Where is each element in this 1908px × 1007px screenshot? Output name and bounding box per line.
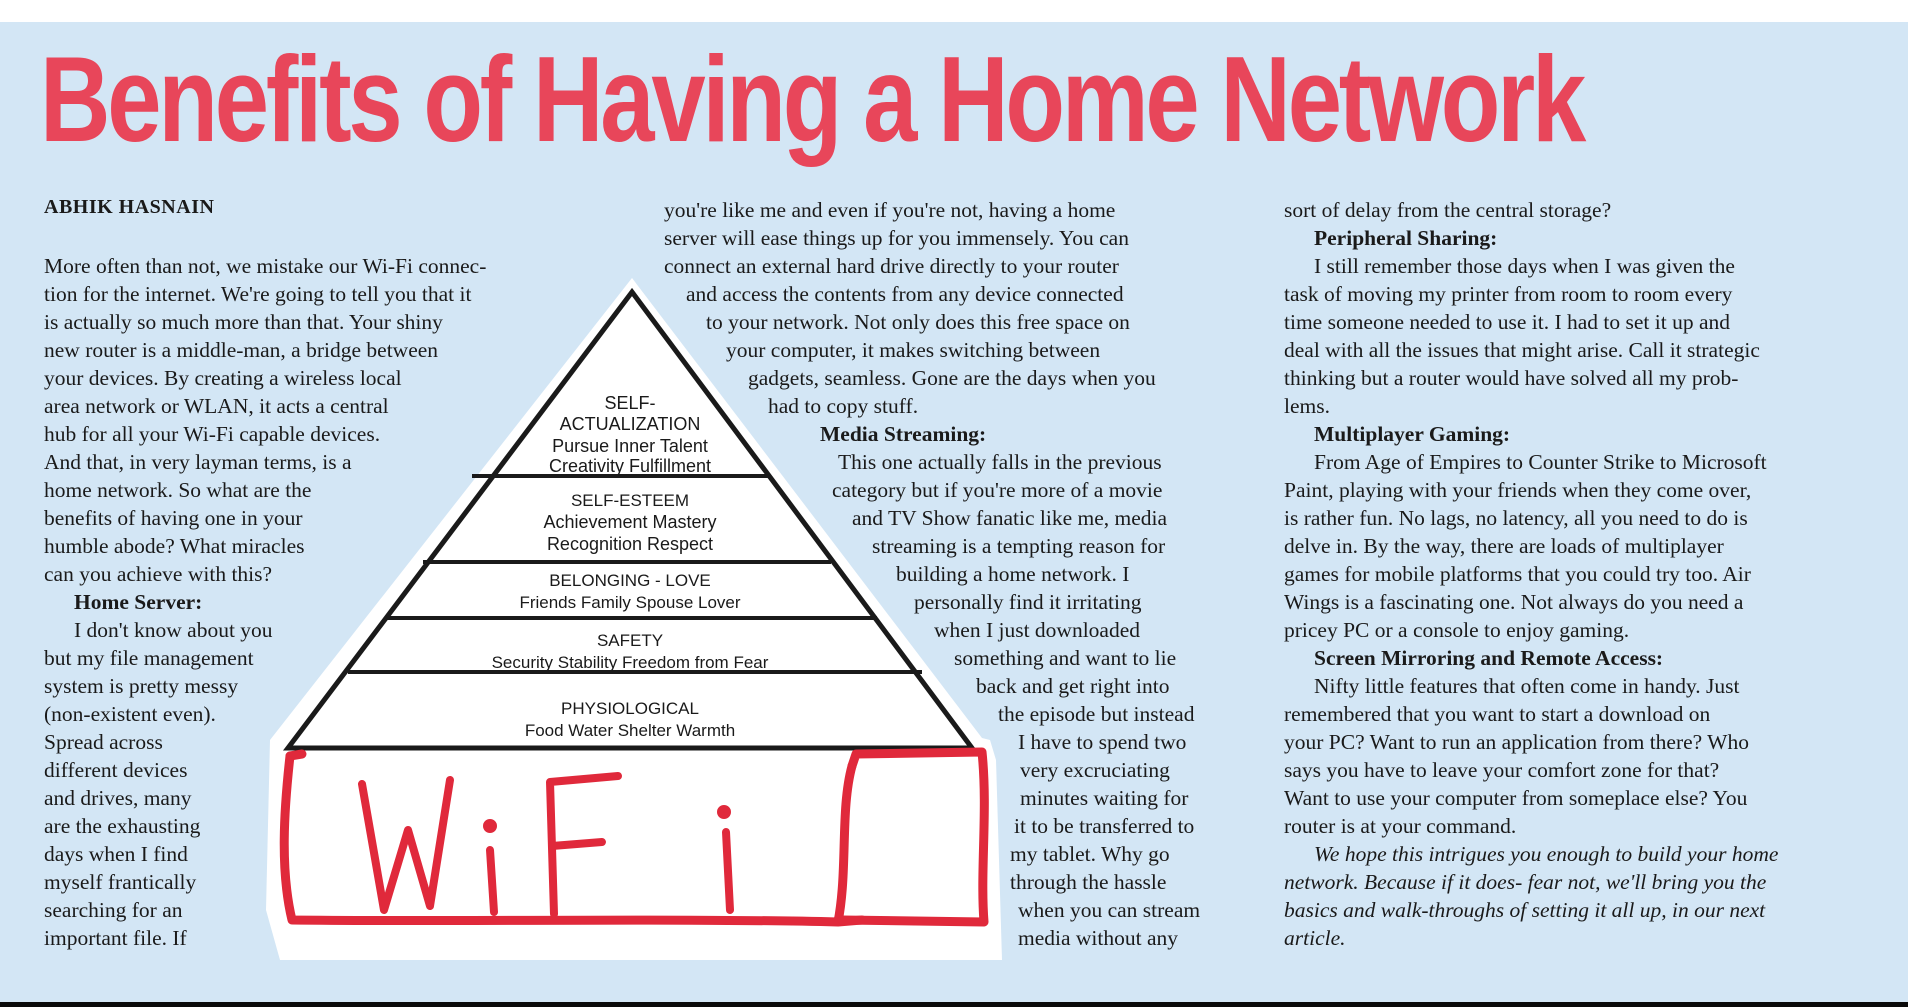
body-text-line: task of moving my printer from room to room every <box>1284 282 1733 306</box>
headline: Benefits of Having a Home Network <box>40 31 1584 167</box>
body-text-line: you're like me and even if you're not, having a home <box>664 198 1116 222</box>
tier-1-item-2: Creativity Fulfillment <box>548 456 712 476</box>
tier-2-title: SELF-ESTEEM <box>570 491 690 510</box>
body-text-line: benefits of having one in your <box>44 506 303 530</box>
body-text-line: personally find it irritating <box>914 590 1142 614</box>
body-text-line: is rather fun. No lags, no latency, all you need to do is <box>1284 506 1748 530</box>
tier-3-items: Friends Family Spouse Lover <box>519 593 741 612</box>
body-text-line: category but if you're more of a movie <box>832 478 1163 502</box>
body-text-line: and drives, many <box>44 786 192 810</box>
body-text-line: building a home network. I <box>896 562 1130 586</box>
body-text-line: can you achieve with this? <box>44 562 273 586</box>
tier-3-title: BELONGING - LOVE <box>549 571 711 590</box>
body-text-line: And that, in very layman terms, is a <box>44 450 352 474</box>
body-text-line: home network. So what are the <box>44 478 312 502</box>
body-text-line: new router is a middle-man, a bridge between <box>44 338 439 362</box>
tier-4-title: SAFETY <box>596 631 664 650</box>
body-text-line: Nifty little features that often come in handy. Just <box>1314 674 1740 698</box>
body-text-line: my tablet. Why go <box>1010 842 1170 866</box>
wifi-base-box-corner <box>290 754 302 756</box>
body-text-line: This one actually falls in the previous <box>838 450 1162 474</box>
body-text-line: says you have to leave your comfort zone for that? <box>1284 758 1720 782</box>
body-text-line: thinking but a router would have solved all my prob- <box>1284 366 1739 390</box>
tier-5-items: Food Water Shelter Warmth <box>524 721 736 740</box>
body-text-line: different devices <box>44 758 188 782</box>
body-text-line: Wings is a fascinating one. Not always do you need a <box>1284 590 1744 614</box>
body-text-line: through the hassle <box>1010 870 1167 894</box>
body-text-line: From Age of Empires to Counter Strike to Microsoft <box>1314 450 1767 474</box>
body-text-line: server will ease things up for you immensely. You can <box>664 226 1129 250</box>
body-text-line: time someone needed to use it. I had to set it up and <box>1284 310 1731 334</box>
body-text-line: hub for all your Wi-Fi capable devices. <box>44 422 381 446</box>
body-text-line: pricey PC or a console to enjoy gaming. <box>1284 618 1630 642</box>
body-text-line: back and get right into <box>976 674 1170 698</box>
body-text-line: gadgets, seamless. Gone are the days when you <box>748 366 1156 390</box>
section-heading: Peripheral Sharing: <box>1314 226 1498 250</box>
tier-5-title: PHYSIOLOGICAL <box>561 699 699 718</box>
body-text-line: system is pretty messy <box>44 674 239 698</box>
tier-2-item-1: Achievement Mastery <box>543 512 717 532</box>
body-text-line: when I just downloaded <box>934 618 1141 642</box>
tier-1-title-line1: SELF- <box>604 393 656 413</box>
body-text-line: sort of delay from the central storage? <box>1284 198 1612 222</box>
body-text-line: I don't know about you <box>74 618 273 642</box>
body-text-line: and TV Show fanatic like me, media <box>852 506 1168 530</box>
body-text-line: to your network. Not only does this free space on <box>706 310 1130 334</box>
body-text-line: searching for an <box>44 898 183 922</box>
body-text-line: I have to spend two <box>1018 730 1187 754</box>
tier-4-items: Security Stability Freedom from Fear <box>491 653 769 672</box>
body-text-line: the episode but instead <box>998 702 1195 726</box>
body-text-line: and access the contents from any device connected <box>686 282 1124 306</box>
body-text-line: games for mobile platforms that you could try too. Air <box>1284 562 1751 586</box>
section-heading: Multiplayer Gaming: <box>1314 422 1511 446</box>
tier-2-item-2: Recognition Respect <box>546 534 714 554</box>
body-text-line: are the exhausting <box>44 814 201 838</box>
body-text-line: article. <box>1284 926 1346 950</box>
body-text-line: More often than not, we mistake our Wi-Fi connec- <box>44 254 487 278</box>
section-heading: Home Server: <box>74 590 203 614</box>
body-text-line: humble abode? What miracles <box>44 534 305 558</box>
byline: ABHIK HASNAIN <box>44 196 215 218</box>
body-text-line: network. Because if it does- fear not, we'll bring you the <box>1284 870 1767 894</box>
body-text-line: something and want to lie <box>954 646 1177 670</box>
section-heading: Media Streaming: <box>820 422 987 446</box>
body-text-line: days when I find <box>44 842 188 866</box>
body-text-line: important file. If <box>44 926 187 950</box>
body-text-line: lems. <box>1284 394 1330 418</box>
body-text-line: Paint, playing with your friends when they come over, <box>1284 478 1752 502</box>
body-text-line: deal with all the issues that might arise. Call it strategic <box>1284 338 1760 362</box>
body-text-line: area network or WLAN, it acts a central <box>44 394 389 418</box>
body-text-line: Want to use your computer from someplace else? You <box>1284 786 1748 810</box>
body-text-line: had to copy stuff. <box>768 394 919 418</box>
body-text-line: myself frantically <box>44 870 197 894</box>
body-text-line: tion for the internet. We're going to tell you that it <box>44 282 472 306</box>
body-text-line: is actually so much more than that. Your shiny <box>44 310 443 334</box>
body-text-line: media without any <box>1018 926 1179 950</box>
body-text-line: streaming is a tempting reason for <box>872 534 1166 558</box>
body-text-line: basics and walk-throughs of setting it all up, in our next <box>1284 898 1766 922</box>
body-text-line: (non-existent even). <box>44 702 216 726</box>
body-text-line: very excruciating <box>1020 758 1170 782</box>
body-text-line: it to be transferred to <box>1014 814 1195 838</box>
body-text-line: your devices. By creating a wireless local <box>44 366 402 390</box>
body-text-line: your PC? Want to run an application from there? Who <box>1284 730 1749 754</box>
tier-1-item-1: Pursue Inner Talent <box>552 436 708 456</box>
body-text-line: I still remember those days when I was given the <box>1314 254 1735 278</box>
body-text-line: your computer, it makes switching between <box>726 338 1101 362</box>
body-text-line: remembered that you want to start a download on <box>1284 702 1711 726</box>
body-text-line: minutes waiting for <box>1020 786 1189 810</box>
tier-1-title-line2: ACTUALIZATION <box>559 414 701 434</box>
bottom-border <box>0 1002 1908 1007</box>
body-text-line: but my file management <box>44 646 254 670</box>
body-text-line: delve in. By the way, there are loads of multiplayer <box>1284 534 1724 558</box>
body-text-line: router is at your command. <box>1284 814 1517 838</box>
section-heading: Screen Mirroring and Remote Access: <box>1314 646 1664 670</box>
body-text-line: connect an external hard drive directly to your router <box>664 254 1119 278</box>
body-text-line: We hope this intrigues you enough to build your home <box>1314 842 1779 866</box>
body-text-line: Spread across <box>44 730 163 754</box>
body-text-line: when you can stream <box>1018 898 1201 922</box>
